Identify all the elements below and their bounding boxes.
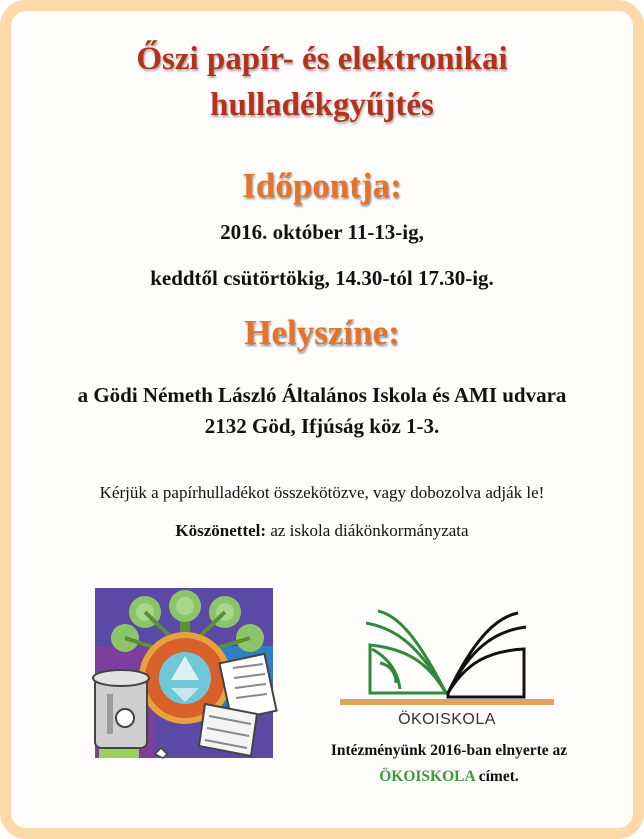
thanks-line (0, 520, 644, 542)
award-line-1: Intézményünk 2016-ban elnyerte az (330, 742, 568, 759)
okoiskola-logo-label: ÖKOISKOLA (398, 711, 496, 728)
award-line-2 (290, 765, 608, 789)
recycling-illustration (85, 586, 285, 771)
okoiskola-book-logo (338, 593, 556, 715)
date-heading: Időpontja: (242, 166, 402, 205)
title-line-1: Őszi papír- és elektronikai (136, 41, 508, 77)
place-line-1: a Gödi Németh László Általános Iskola és AMI udvara (77, 383, 567, 407)
thanks-label: Köszönettel: (175, 521, 267, 540)
place-line-2: 2132 Göd, Ifjúság köz 1-3. (204, 414, 440, 438)
date-line-2: keddtől csütörtökig, 14.30-tól 17.30-ig. (150, 266, 494, 290)
thanks-text: az iskola diákönkormányzata (266, 521, 469, 540)
award-line-2-rest: címet. (474, 768, 519, 785)
place-heading: Helyszíne: (244, 313, 400, 352)
award-highlight: ÖKOISKOLA (379, 768, 475, 785)
title-line-2: hulladékgyűjtés (210, 87, 434, 123)
request-text: Kérjük a papírhulladékot összekötözve, vagy dobozolva adják le! (99, 483, 545, 502)
date-line-1: 2016. október 11-13-ig, (220, 220, 424, 244)
poster-title (0, 36, 644, 128)
